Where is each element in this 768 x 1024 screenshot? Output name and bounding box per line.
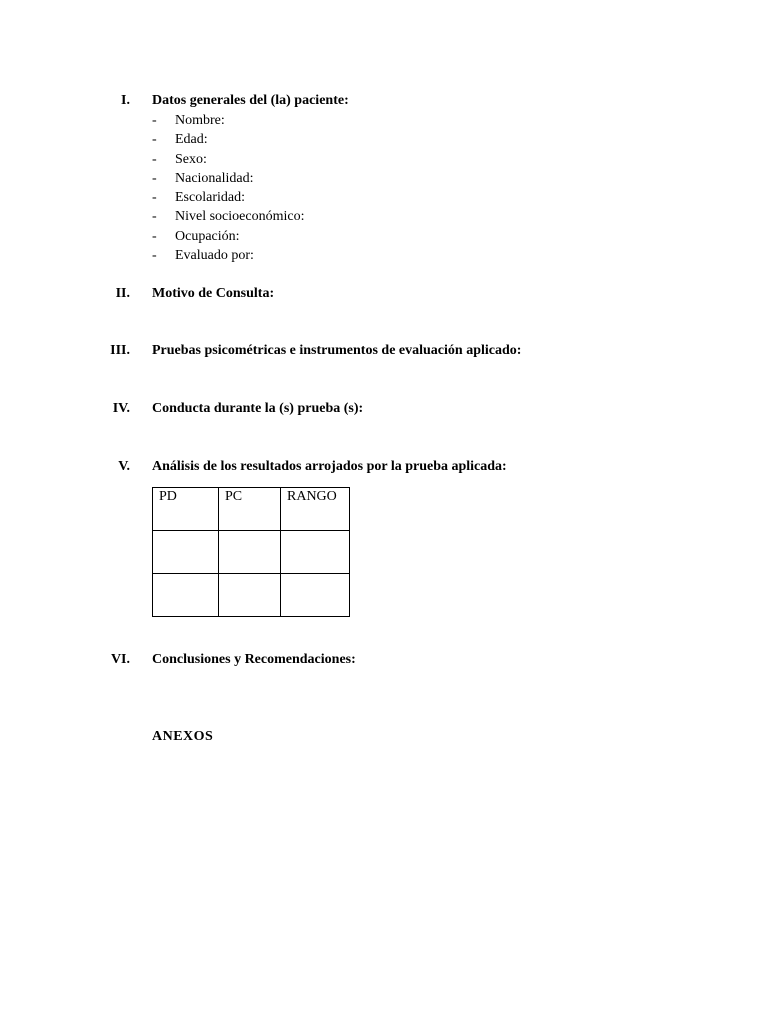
list-item: - Sexo: <box>152 151 207 167</box>
section-2-numeral: II. <box>115 286 130 301</box>
field-escolaridad: Escolaridad: <box>175 190 245 206</box>
table-cell <box>153 574 219 617</box>
table-cell <box>219 574 281 617</box>
table-cell <box>281 574 350 617</box>
section-1-title: Datos generales del (la) paciente: <box>152 93 349 108</box>
table-row <box>153 531 350 574</box>
list-item: - Edad: <box>152 132 208 148</box>
table-cell <box>219 531 281 574</box>
list-item: - Nombre: <box>152 113 225 128</box>
field-evaluado-por: Evaluado por: <box>175 248 254 264</box>
patient-fields-list <box>152 111 304 265</box>
section-3-title: Pruebas psicométricas e instrumentos de evaluación aplicado: <box>152 343 522 358</box>
section-4-title: Conducta durante la (s) prueba (s): <box>152 401 364 416</box>
section-6-numeral: VI. <box>110 652 130 667</box>
field-ocupacion: Ocupación: <box>175 228 240 244</box>
table-header-row <box>153 488 350 531</box>
list-item: - Escolaridad: <box>152 190 245 206</box>
section-1-numeral: I. <box>121 93 130 108</box>
list-item: - Nacionalidad: <box>152 170 254 186</box>
section-2-title: Motivo de Consulta: <box>152 286 275 301</box>
section-6-title: Conclusiones y Recomendaciones: <box>152 652 356 667</box>
list-item: - Evaluado por: <box>152 248 254 264</box>
field-nivel-socioeconomico: Nivel socioeconómico: <box>175 209 305 225</box>
list-item: - Nivel socioeconómico: <box>152 209 305 225</box>
field-sexo: Sexo: <box>175 151 207 167</box>
field-edad: Edad: <box>175 132 208 148</box>
table-cell <box>281 531 350 574</box>
section-5-title: Análisis de los resultados arrojados por la prueba aplicada: <box>152 459 507 474</box>
section-5-numeral: V. <box>118 459 130 474</box>
list-item: - Ocupación: <box>152 228 240 244</box>
header-rango: RANGO <box>281 488 350 531</box>
section-3-numeral: III. <box>110 343 130 358</box>
header-pd: PD <box>153 488 219 531</box>
results-table <box>152 487 350 617</box>
field-nacionalidad: Nacionalidad: <box>175 170 254 186</box>
table-cell <box>153 531 219 574</box>
header-pc: PC <box>219 488 281 531</box>
table-row <box>153 574 350 617</box>
section-4-numeral: IV. <box>112 401 130 416</box>
field-nombre: Nombre: <box>175 113 225 128</box>
annex-title: ANEXOS <box>152 729 214 744</box>
